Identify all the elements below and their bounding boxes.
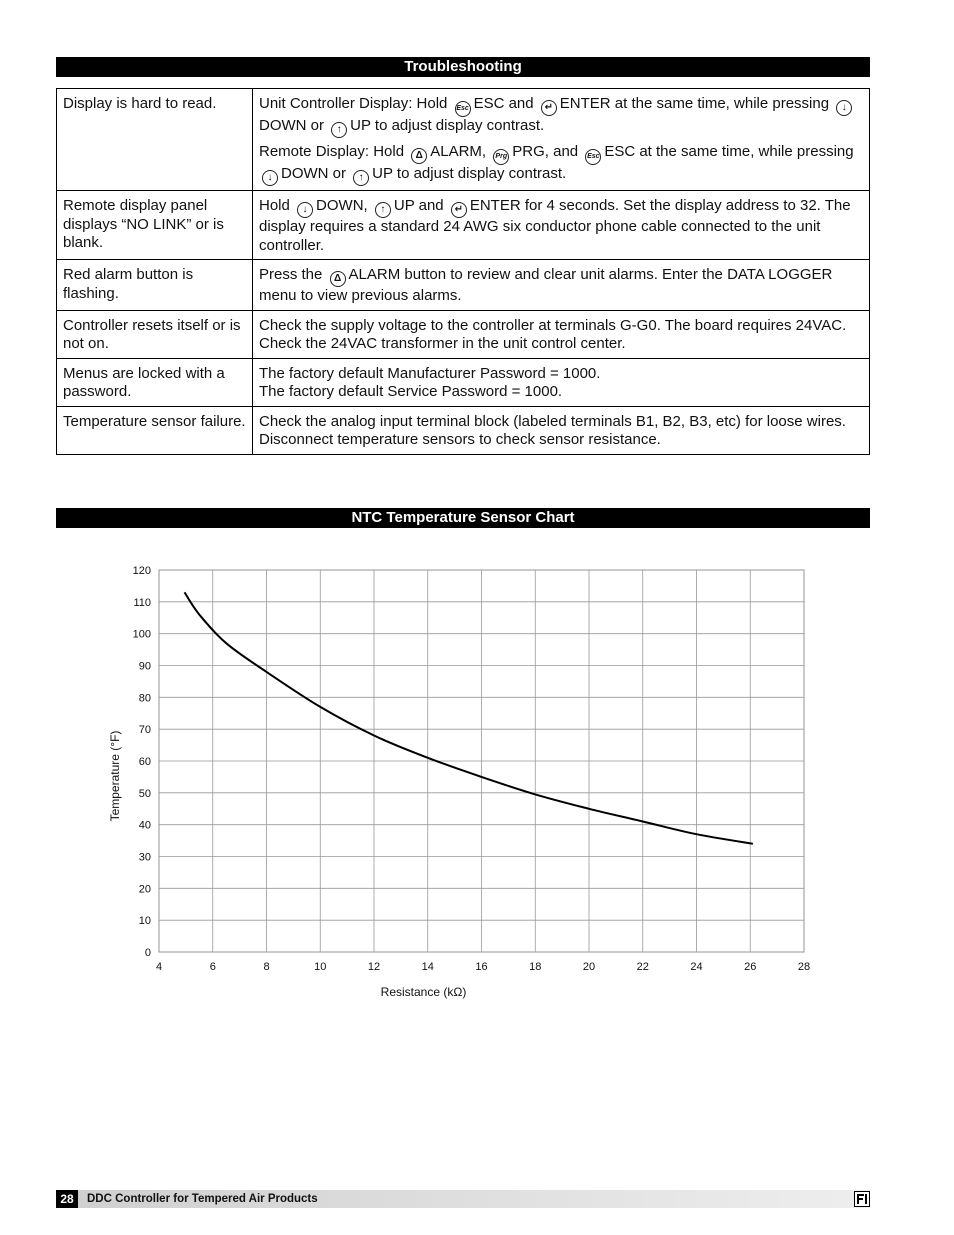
- solution-text: Remote Display: Hold: [259, 143, 405, 160]
- esc-icon: Esc: [585, 149, 601, 165]
- solution-text: Hold: [259, 197, 290, 214]
- solution-text: ESC at the same time, while pressing: [604, 143, 854, 160]
- x-tick-label: 18: [529, 961, 542, 973]
- y-axis-label: Temperature (°F): [108, 730, 122, 822]
- up-arrow-icon: ↑: [331, 122, 347, 138]
- enter-icon: ↵: [541, 100, 557, 116]
- x-tick-label: 20: [582, 961, 596, 973]
- solution-text: ENTER for 4 seconds. Set the display address to 32. The display requires a standard 24 AWG six conductor phone cable connected to the unit controller.: [259, 197, 851, 254]
- footer-title: DDC Controller for Tempered Air Products: [87, 1193, 318, 1205]
- problem-cell: Red alarm button is flashing.: [57, 260, 253, 311]
- y-tick-label: 50: [138, 787, 151, 800]
- esc-icon: Esc: [455, 101, 471, 117]
- table-row: [57, 310, 870, 358]
- solution-text: ESC and: [473, 95, 534, 112]
- x-tick-label: 14: [421, 961, 434, 973]
- problem-cell: Remote display panel displays “NO LINK” or is blank.: [57, 191, 253, 260]
- x-tick-label: 26: [744, 961, 757, 973]
- page-number: 28: [56, 1190, 78, 1208]
- company-logo-icon: [854, 1191, 870, 1207]
- up-arrow-icon: ↑: [353, 170, 369, 186]
- down-arrow-icon: ↓: [297, 202, 313, 218]
- solution-text: UP and: [393, 197, 444, 214]
- table-row: [57, 89, 870, 191]
- y-tick-label: 40: [138, 819, 151, 832]
- troubleshooting-title: Troubleshooting: [56, 57, 870, 77]
- ntc-temperature-chart: [100, 555, 820, 1005]
- solution-text: DOWN or: [259, 117, 324, 134]
- solution-line: The factory default Service Password = 1000.: [259, 383, 563, 400]
- solution-text: Press the: [259, 266, 323, 283]
- enter-icon: ↵: [451, 202, 467, 218]
- down-arrow-icon: ↓: [836, 100, 852, 116]
- alarm-icon: Δ: [330, 271, 346, 287]
- y-tick-label: 110: [133, 596, 151, 609]
- solution-text: PRG, and: [512, 143, 579, 160]
- x-tick-label: 12: [367, 961, 381, 973]
- x-tick-label: 24: [690, 961, 703, 973]
- solution-paragraph: [259, 143, 863, 186]
- solution-text: Unit Controller Display: Hold: [259, 95, 448, 112]
- solution-cell: [253, 191, 870, 260]
- solution-cell: [253, 260, 870, 311]
- solution-line: The factory default Manufacturer Password = 1000.: [259, 364, 601, 382]
- x-tick-label: 10: [314, 961, 327, 973]
- y-tick-label: 0: [144, 947, 151, 959]
- y-tick-label: 70: [138, 724, 151, 737]
- page-footer: [56, 1190, 870, 1208]
- x-tick-label: 28: [797, 961, 811, 973]
- x-tick-label: 6: [209, 961, 216, 973]
- prg-icon: Prg: [493, 149, 509, 165]
- solution-text: ALARM,: [430, 143, 487, 160]
- x-tick-label: 8: [263, 961, 270, 973]
- y-tick-label: 30: [138, 851, 151, 864]
- table-row: [57, 406, 870, 454]
- x-axis-label: Resistance (kΩ): [380, 985, 467, 999]
- y-tick-label: 20: [138, 883, 151, 896]
- y-tick-label: 60: [138, 756, 151, 768]
- problem-cell: Menus are locked with a password.: [57, 358, 253, 406]
- y-tick-label: 10: [138, 915, 151, 928]
- solution-text: ENTER at the same time, while pressing: [559, 95, 830, 112]
- solution-text: DOWN or: [281, 165, 346, 182]
- ntc-chart-title: NTC Temperature Sensor Chart: [56, 508, 870, 528]
- solution-paragraph: [259, 95, 863, 138]
- solution-cell: Check the analog input terminal block (labeled terminals B1, B2, B3, etc) for loose wires. Disconnect temperature sensors to check sensor resistance.: [253, 406, 870, 454]
- problem-cell: Controller resets itself or is not on.: [57, 310, 253, 358]
- problem-cell: Display is hard to read.: [57, 89, 253, 191]
- table-row: [57, 191, 870, 260]
- troubleshooting-table: [56, 88, 870, 455]
- x-tick-label: 22: [636, 961, 649, 973]
- solution-cell: [253, 358, 870, 406]
- alarm-icon: Δ: [411, 148, 427, 164]
- solution-cell: Check the supply voltage to the controller at terminals G-G0. The board requires 24VAC. Check the 24VAC transformer in the unit control center.: [253, 310, 870, 358]
- solution-text: UP to adjust display contrast.: [350, 117, 545, 134]
- solution-text: DOWN,: [316, 197, 368, 214]
- solution-text: UP to adjust display contrast.: [372, 165, 567, 182]
- down-arrow-icon: ↓: [262, 170, 278, 186]
- problem-cell: Temperature sensor failure.: [57, 406, 253, 454]
- x-tick-label: 4: [155, 961, 163, 973]
- solution-cell: [253, 89, 870, 191]
- y-tick-label: 100: [132, 628, 151, 641]
- up-arrow-icon: ↑: [375, 202, 391, 218]
- solution-text: ALARM button to review and clear unit alarms. Enter the DATA LOGGER menu to view previous alarms.: [259, 266, 833, 304]
- y-tick-label: 80: [138, 692, 151, 705]
- y-tick-label: 120: [132, 565, 151, 577]
- x-tick-label: 16: [475, 961, 488, 973]
- table-row: [57, 260, 870, 311]
- y-tick-label: 90: [138, 660, 151, 673]
- table-row: [57, 358, 870, 406]
